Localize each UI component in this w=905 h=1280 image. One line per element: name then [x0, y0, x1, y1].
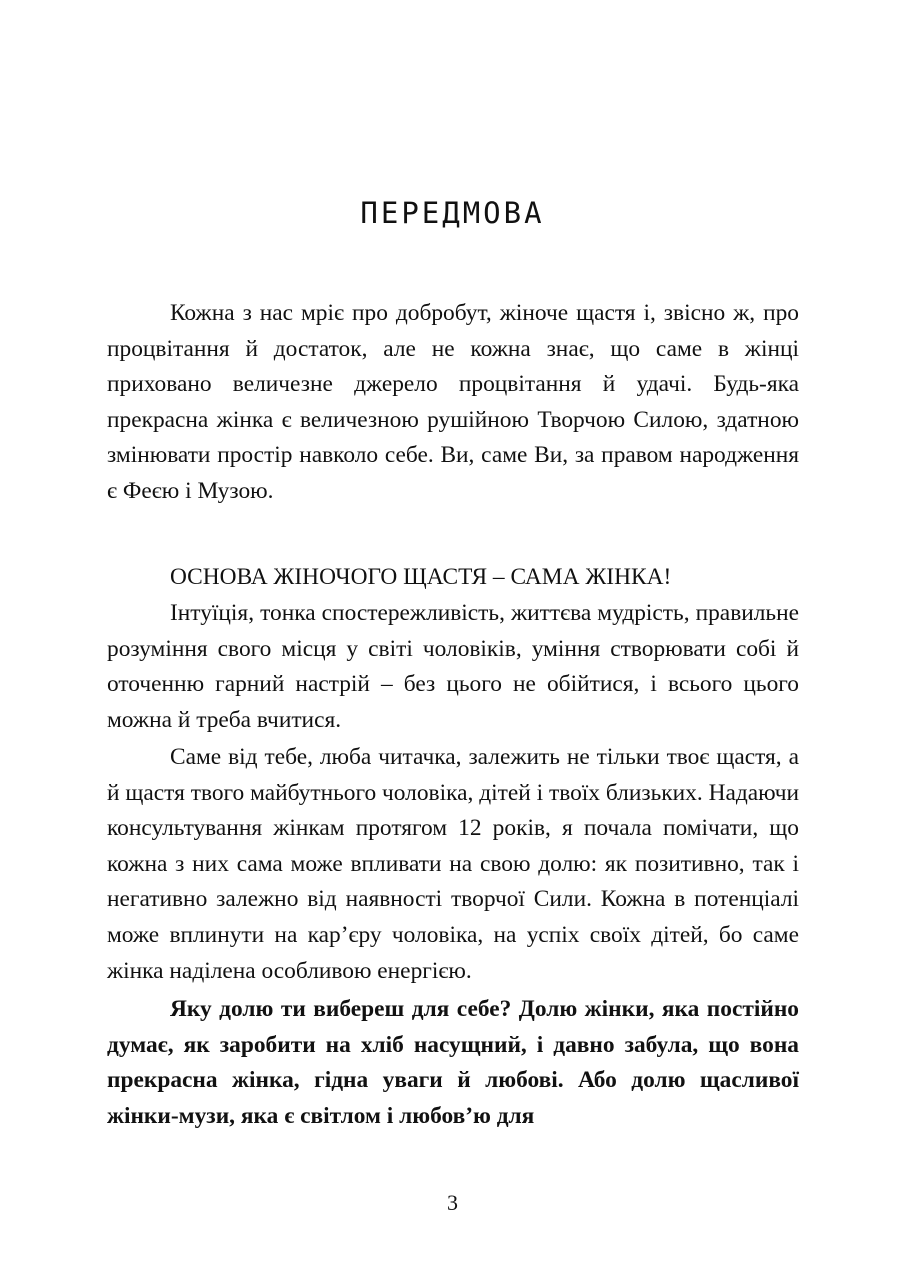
paragraph-intro: Кожна з нас мріє про добробут, жіноче щастя і, звісно ж, про процвітання й достаток, але не кожна знає, що саме в жінці приховано величезне джерело процвітання й удачі. Будь-яка прекрасна жінка є величезною рушійною Творчою Силою, здатною змінювати простір навколо себе. Ви, саме Ви, за правом народження є Феєю і Музою. — [107, 300, 799, 504]
page-title: ПЕРЕДМОВА — [360, 196, 545, 230]
paragraph-choice-bold: Яку долю ти вибереш для себе? Долю жінки, яка постійно думає, як заробити на хліб насущний, і давно забула, що вона прекрасна жінка, гідна уваги й любові. Або долю щасливої жінки-музи, яка є світлом і любов’ю для — [107, 996, 799, 1129]
paragraph-intuition: Інтуїція, тонка спостережливість, життєва мудрість, правильне розуміння свого місця у світі чоловіків, уміння створювати собі й оточенню гарний настрій – без цього не обійтися, і всього цього можна й треба вчитися. — [107, 600, 799, 733]
page-number: 3 — [447, 1190, 458, 1215]
paragraph-reader: Саме від тебе, люба читачка, залежить не тільки твоє щастя, а й щастя твого майбутнього чоловіка, дітей і твоїх близьких. Надаючи консультування жінкам протягом 12 років, я почала помічати, що кожна з них сама може впливати на свою долю: як позитивно, так і негативно залежно від наявності творчої Сили. Кожна в потенціалі може вплинути на кар’єру чоловіка, на успіх своїх дітей, бо саме жінка наділена особливою енергією. — [107, 744, 799, 984]
section-heading: ОСНОВА ЖІНОЧОГО ЩАСТЯ – САМА ЖІНКА! — [170, 564, 672, 590]
